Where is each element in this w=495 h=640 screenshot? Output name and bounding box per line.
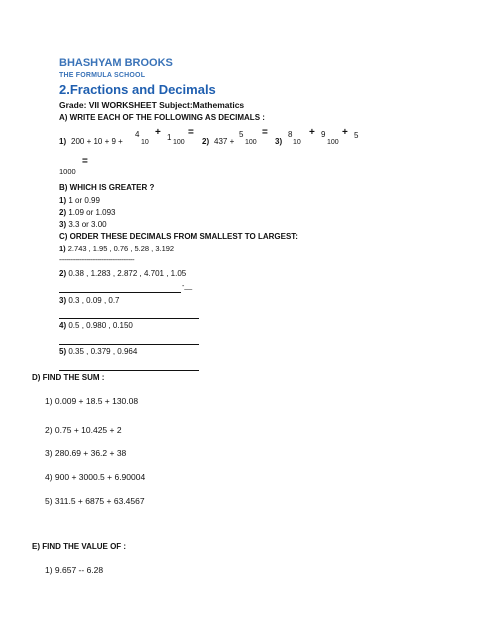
section-c-item <box>59 347 137 356</box>
grade-subject-line: Grade: VII WORKSHEET Subject:Mathematics <box>59 100 245 110</box>
answer-line[interactable] <box>59 292 181 293</box>
section-c-heading: C) ORDER THESE DECIMALS FROM SMALLEST TO LARGEST: <box>59 232 298 241</box>
q3-frac1-numerator: 8 <box>288 130 293 139</box>
sum-question: 4) 900 + 3000.5 + 6.90004 <box>45 472 146 482</box>
answer-line[interactable] <box>59 344 199 345</box>
section-a-heading: A) WRITE EACH OF THE FOLLOWING AS DECIMALS : <box>59 113 265 122</box>
q3-frac1-denominator: 10 <box>293 139 301 146</box>
q3-plus1: + <box>309 127 315 138</box>
q2-expression: 437 + <box>214 137 235 146</box>
section-b-item <box>59 196 100 205</box>
q3-plus2: + <box>342 127 348 138</box>
sum-question: 5) 311.5 + 6875 + 63.4567 <box>45 496 145 506</box>
school-subtitle: THE FORMULA SCHOOL <box>59 72 146 79</box>
item-number: 2) <box>59 208 67 217</box>
q1-frac1-denominator: 10 <box>141 139 149 146</box>
q3-frac2-numerator: 9 <box>321 130 326 139</box>
q1-frac1-numerator: 4 <box>135 130 140 139</box>
sum-question: 1) 0.009 + 18.5 + 130.08 <box>45 396 139 406</box>
item-number: 2) <box>59 269 67 278</box>
sum-question: 2) 0.75 + 10.425 + 2 <box>45 425 122 435</box>
section-b-item <box>59 220 107 229</box>
item-number: 4) <box>59 321 67 330</box>
section-c-item <box>59 296 120 305</box>
q1-equals: = <box>188 127 194 138</box>
item-number: 5) <box>59 347 67 356</box>
item-text: 0.5 , 0.980 , 0.150 <box>68 321 133 330</box>
item-text: 1 or 0.99 <box>68 196 100 205</box>
q3-number: 3) <box>275 137 283 146</box>
q3-equals: = <box>82 156 88 167</box>
answer-line[interactable] <box>59 318 199 319</box>
q3-frac2-denominator: 100 <box>327 139 339 146</box>
q1-plus: + <box>155 127 161 138</box>
q1-frac2-numerator: 1 <box>167 133 172 142</box>
section-a-equation-line <box>59 127 379 155</box>
item-text: 0.38 , 1.283 , 2.872 , 4.701 , 1.05 <box>68 269 187 278</box>
item-number: 1) <box>59 196 67 205</box>
section-c-item <box>59 244 174 253</box>
section-b-heading: B) WHICH IS GREATER ? <box>59 183 155 192</box>
item-text: 0.35 , 0.379 , 0.964 <box>68 347 138 356</box>
item-text: 3.3 or 3.00 <box>68 220 107 229</box>
q2-frac-denominator: 100 <box>245 139 257 146</box>
section-d-heading: D) FIND THE SUM : <box>32 373 105 382</box>
item-text: 2.743 , 1.95 , 0.76 , 5.28 , 3.192 <box>67 244 175 253</box>
q1-frac2-denominator: 100 <box>173 139 185 146</box>
item-number: 3) <box>59 220 67 229</box>
q2-number: 2) <box>202 137 210 146</box>
q2-equals: = <box>262 127 268 138</box>
q2-frac-numerator: 5 <box>239 130 244 139</box>
section-e-heading: E) FIND THE VALUE OF : <box>32 542 127 551</box>
sum-question: 3) 280.69 + 36.2 + 38 <box>45 448 127 458</box>
school-brand: BHASHYAM BROOKS <box>59 57 173 69</box>
item-number: 3) <box>59 296 67 305</box>
dashed-answer-line: ----------------------------------------- <box>59 257 135 264</box>
section-c-item <box>59 321 133 330</box>
worksheet-title: 2.Fractions and Decimals <box>59 82 216 97</box>
item-text: 0.3 , 0.09 , 0.7 <box>68 296 120 305</box>
item-number: 1) <box>59 244 66 253</box>
answer-line[interactable] <box>59 370 199 371</box>
section-b-item <box>59 208 116 217</box>
value-question: 1) 9.657 -- 6.28 <box>45 565 104 575</box>
answer-line-suffix: -__ <box>182 283 193 290</box>
q1-expression: 200 + 10 + 9 + <box>71 137 123 146</box>
q3-tail-numerator: 5 <box>354 131 359 140</box>
q3-tail-denominator: 1000 <box>59 167 76 176</box>
item-text: 1.09 or 1.093 <box>68 208 116 217</box>
section-c-item <box>59 269 186 278</box>
q1-number: 1) <box>59 137 67 146</box>
